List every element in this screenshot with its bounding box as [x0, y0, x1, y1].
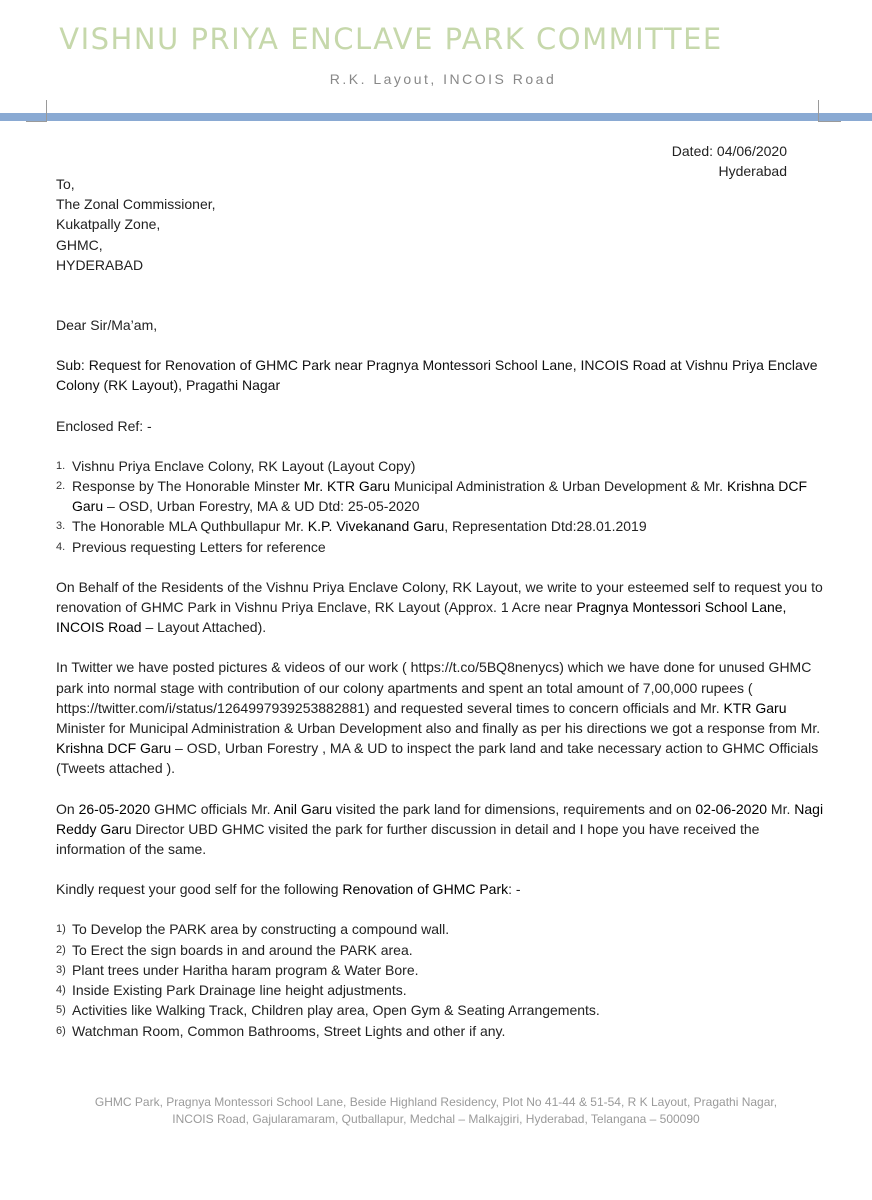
recipient-line: HYDERABAD	[56, 256, 144, 273]
renovation-highlight: Renovation of GHMC Park	[342, 881, 509, 898]
list-number: 2.	[56, 480, 66, 493]
list-number: 6)	[56, 1024, 66, 1037]
salutation: Dear Sir/Ma’am,	[56, 317, 158, 334]
paragraph-twitter: In Twitter we have posted pictures & videos of our work ( https://t.co/5BQ8nenycs) which we have done for unused GHMC park into normal stage with contribution of our colony apartments and spent an total amount of 7,00,000 rupees ( https://twitter.com/i/status/1264997939253882881) and requested several times to concern officials and Mr. KTR Garu Minister for Municipal Administration & Urban Development also and finally as per his directions we got a response from Mr. Krishna DCF Garu – OSD, Urban Forestry , MA & UD to inspect the park land and take necessary action to GHMC Officials (Tweets attached ).	[56, 659, 821, 777]
list-number: 4)	[56, 984, 66, 997]
header-divider-bar	[0, 113, 872, 121]
location-highlight: Pragnya Montessori School Lane, INCOIS Road	[56, 599, 787, 636]
list-number: 2)	[56, 943, 66, 956]
organization-name: VISHNU PRIYA ENCLAVE PARK COMMITTEE	[59, 22, 723, 56]
letter-city: Hyderabad	[718, 162, 787, 179]
list-item	[56, 980, 824, 1000]
subject-line: Sub: Request for Renovation of GHMC Park near Pragnya Montessori School Lane, INCOIS Road at Vishnu Priya Enclave Colony (RK Layout), Pragathi Nagar	[56, 357, 818, 394]
list-text: Watchman Room, Common Bathrooms, Street Lights and other if any.	[72, 1022, 506, 1039]
recipient-address	[56, 174, 824, 275]
name-highlight: Krishna DCF Garu	[56, 740, 172, 757]
reference-list	[56, 456, 824, 557]
list-item	[56, 940, 824, 960]
list-item	[56, 516, 824, 536]
list-text: Inside Existing Park Drainage line height adjustments.	[72, 982, 407, 999]
list-text: Vishnu Priya Enclave Colony, RK Layout (Layout Copy)	[72, 457, 416, 474]
list-item	[56, 919, 824, 939]
list-text: The Honorable MLA Quthbullapur Mr. K.P. Vivekanand Garu, Representation Dtd:28.01.2019	[72, 518, 647, 535]
list-text: Activities like Walking Track, Children play area, Open Gym & Seating Arrangements.	[72, 1002, 600, 1019]
list-number: 4.	[56, 540, 66, 553]
list-number: 1.	[56, 459, 66, 472]
list-text: To Develop the PARK area by constructing a compound wall.	[72, 921, 450, 938]
date-highlight: 26-05-2020	[78, 800, 151, 817]
footer-address	[0, 1094, 872, 1128]
list-number: 3)	[56, 963, 66, 976]
list-text: Plant trees under Haritha haram program & Water Bore.	[72, 961, 419, 978]
name-highlight: Anil Garu	[273, 800, 332, 817]
list-item	[56, 960, 824, 980]
list-number: 3.	[56, 520, 66, 533]
list-number: 1)	[56, 923, 66, 936]
letter-body	[56, 174, 824, 1041]
letter-date: Dated: 04/06/2020	[671, 143, 787, 159]
list-text: Previous requesting Letters for reference	[72, 538, 326, 555]
list-item	[56, 1000, 824, 1020]
paragraph-request: On Behalf of the Residents of the Vishnu Priya Enclave Colony, RK Layout, we write to your esteemed self to request you to renovation of GHMC Park in Vishnu Priya Enclave, RK Layout (Approx. 1 Acre near Pragnya Montessori School Lane, INCOIS Road – Layout Attached).	[56, 578, 823, 636]
crop-mark-left	[26, 100, 47, 122]
name-highlight: KTR Garu	[723, 699, 787, 716]
list-text: To Erect the sign boards in and around the PARK area.	[72, 941, 413, 958]
recipient-line: GHMC,	[56, 236, 103, 253]
request-list	[56, 919, 824, 1040]
recipient-to: To,	[56, 176, 75, 192]
date-highlight: 02-06-2020	[695, 800, 768, 817]
name-highlight: Krishna DCF Garu	[72, 478, 808, 515]
list-item	[56, 456, 824, 476]
name-highlight: K.P. Vivekanand Garu	[307, 518, 445, 535]
organization-address: R.K. Layout, INCOIS Road	[329, 71, 557, 87]
recipient-line: Kukatpally Zone,	[56, 216, 161, 233]
list-item	[56, 476, 824, 516]
crop-mark-right	[818, 100, 841, 122]
paragraph-kindly-request: Kindly request your good self for the following Renovation of GHMC Park: -	[56, 881, 521, 898]
list-item	[56, 537, 824, 557]
list-number: 5)	[56, 1004, 66, 1017]
name-highlight: Nagi Reddy Garu	[56, 800, 824, 837]
name-highlight: Mr. KTR Garu	[303, 478, 391, 495]
recipient-line: The Zonal Commissioner,	[56, 196, 216, 213]
paragraph-visits: On 26-05-2020 GHMC officials Mr. Anil Garu visited the park land for dimensions, requirements and on 02-06-2020 Mr. Nagi Reddy Garu Director UBD GHMC visited the park for further discussion in detail and I hope you have received the information of the same.	[56, 800, 824, 858]
enclosed-ref-label: Enclosed Ref: -	[56, 417, 152, 434]
list-text: Response by The Honorable Minster Mr. KTR Garu Municipal Administration & Urban Development & Mr. Krishna DCF Garu – OSD, Urban Forestry, MA & UD Dtd: 25-05-2020	[72, 478, 808, 515]
footer-line: GHMC Park, Pragnya Montessori School Lane, Beside Highland Residency, Plot No 41-44 & 51-54, R K Layout, Pragathi Nagar,	[94, 1095, 778, 1109]
footer-line: INCOIS Road, Gajularamaram, Qutballapur, Medchal – Malkajgiri, Hyderabad, Telangana – 500090	[172, 1112, 700, 1126]
list-item	[56, 1021, 824, 1041]
